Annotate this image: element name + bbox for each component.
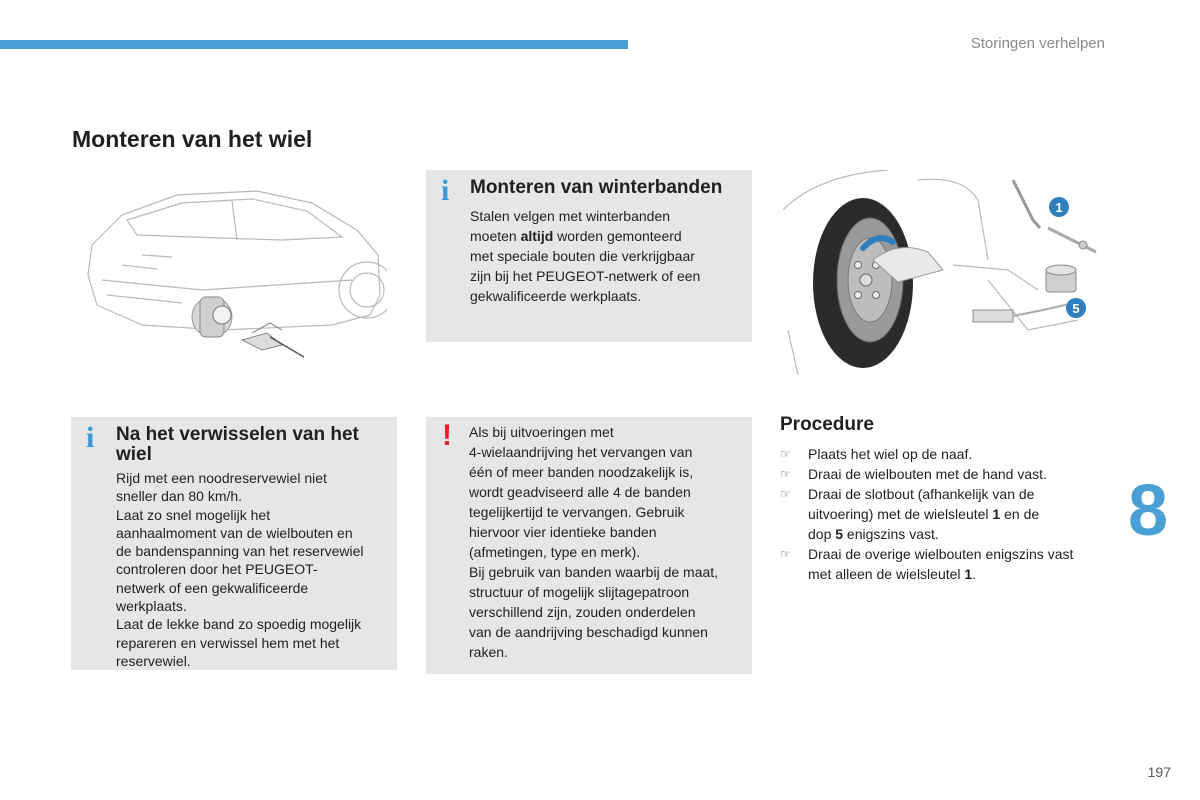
callout-5-badge	[1066, 298, 1086, 318]
procedure-step	[780, 444, 1120, 464]
info-icon: i	[441, 174, 450, 207]
page-title: Monteren van het wiel	[72, 126, 313, 152]
text-line: de bandenspanning van het reservewiel	[116, 543, 364, 560]
pointing-hand-icon: ☞	[780, 447, 791, 461]
text-line: één of meer banden noodzakelijk is,	[469, 464, 694, 480]
winter-tyres-info-box	[426, 170, 752, 342]
text-line: Laat de lekke band zo spoedig mogelijk	[116, 616, 362, 633]
winter-box-title: Monteren van winterbanden	[470, 177, 723, 198]
bold-text: 1	[992, 506, 1001, 522]
text-line: verschillend zijn, zouden onderdelen	[469, 604, 696, 620]
text-line: sneller dan 80 km/h.	[116, 488, 243, 505]
text-line: Plaats het wiel op de naaf.	[808, 446, 973, 462]
text-line: (afmetingen, type en merk).	[469, 544, 641, 560]
info-icon: i	[86, 421, 95, 454]
text-line: Laat zo snel mogelijk het	[116, 506, 271, 523]
header-accent-bar	[0, 40, 628, 49]
warning-box-text	[469, 422, 718, 662]
text-line: raken.	[469, 644, 508, 660]
procedure-list	[780, 444, 1120, 584]
text-line: dop 5 enigszins vast.	[808, 526, 939, 542]
text-line: controleren door het PEUGEOT-	[116, 561, 318, 578]
wheel-mounting-illustration	[778, 170, 1108, 375]
bold-text: 5	[835, 526, 844, 542]
text-line: Bij gebruik van banden waarbij de maat,	[469, 564, 719, 580]
winter-box-text	[470, 206, 700, 306]
page-number: 197	[1147, 764, 1171, 780]
text-line: Draai de overige wielbouten enigszins vast	[808, 546, 1074, 562]
pointing-hand-icon: ☞	[780, 467, 791, 481]
text-line: Draai de slotbout (afhankelijk van de	[808, 486, 1035, 502]
text-line: 4-wielaandrijving het vervangen van	[469, 444, 693, 460]
text-line: Stalen velgen met winterbanden	[470, 208, 671, 224]
swap-box-title-line: Na het verwisselen van het	[116, 424, 359, 445]
after-wheel-change-info-box	[71, 417, 397, 670]
swap-box-title-line: wiel	[116, 444, 152, 465]
callout-1-badge	[1049, 197, 1069, 217]
car-on-jack-illustration	[82, 185, 387, 370]
text-line: met speciale bouten die verkrijgbaar	[470, 248, 695, 264]
text-line: werkplaats.	[116, 598, 187, 615]
procedure-step	[780, 544, 1120, 584]
chapter-number: 8	[1128, 471, 1169, 551]
swap-box-title	[116, 425, 359, 465]
text-line: structuur of mogelijk slijtagepatroon	[469, 584, 690, 600]
pointing-hand-icon: ☞	[780, 547, 791, 561]
procedure-step	[780, 464, 1120, 484]
text-line: met alleen de wielsleutel 1.	[808, 566, 977, 582]
procedure-step	[780, 484, 1120, 544]
pointing-hand-icon: ☞	[780, 487, 791, 501]
text-line: netwerk of een gekwalificeerde	[116, 579, 309, 596]
swap-box-text	[116, 469, 364, 670]
text-line: Als bij uitvoeringen met	[469, 424, 614, 440]
text-line: repareren en verwissel hem met het	[116, 634, 340, 651]
text-line: aanhaalmoment van de wielbouten en	[116, 524, 353, 541]
bold-text: 1	[964, 566, 973, 582]
text-line: Rijd met een noodreservewiel niet	[116, 470, 327, 486]
text-line: zijn bij het PEUGEOT-netwerk of een	[470, 268, 701, 284]
callout-5-label: 5	[1072, 301, 1080, 316]
bold-text: altijd	[520, 228, 554, 244]
text-line: gekwalificeerde werkplaats.	[470, 288, 642, 304]
warning-icon: !	[442, 419, 452, 452]
text-line: van de aandrijving beschadigd kunnen	[469, 624, 708, 640]
four-wheel-drive-warning-box	[426, 417, 752, 674]
text-line: wordt geadviseerd alle 4 de banden	[469, 484, 691, 500]
text-line: hiervoor vier identieke banden	[469, 524, 657, 540]
callout-1-label: 1	[1055, 200, 1063, 215]
text-line: tegelijkertijd te vervangen. Gebruik	[469, 504, 685, 520]
procedure-title: Procedure	[780, 414, 874, 435]
section-label: Storingen verhelpen	[970, 35, 1105, 52]
text-line: Draai de wielbouten met de hand vast.	[808, 466, 1047, 482]
text-line: reservewiel.	[116, 652, 191, 669]
text-line: uitvoering) met de wielsleutel 1 en de	[808, 506, 1040, 522]
text-line: moeten altijd worden gemonteerd	[470, 228, 682, 244]
